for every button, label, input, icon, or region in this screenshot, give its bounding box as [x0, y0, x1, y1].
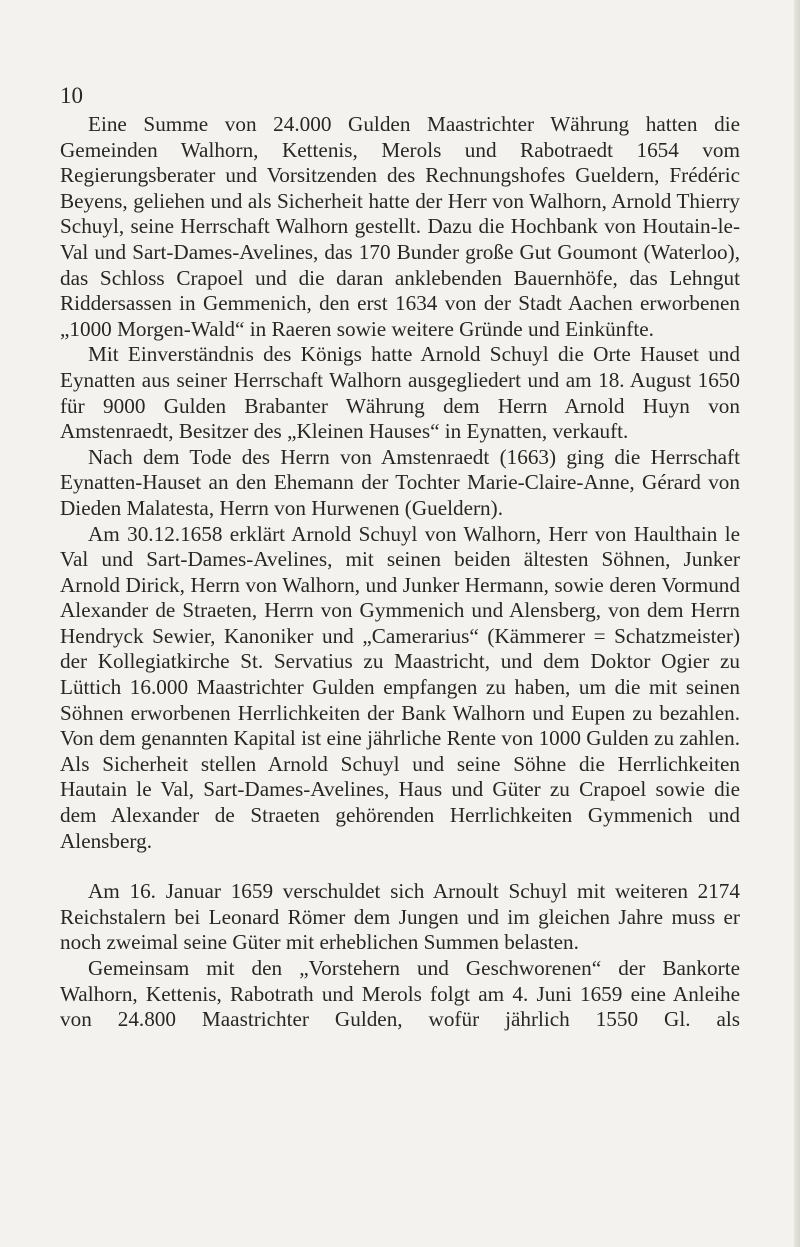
paragraph-hauset-eynatten-sale: Mit Einverständnis des Königs hatte Arnold Schuyl die Orte Hauset und Eynatten aus seiner Herrschaft Walhorn ausgegliedert und am 18. August 1650 für 9000 Gulden Brabanter Währung dem Herrn Arnold Huyn von Amstenraedt, Besitzer des „Kleinen Hauses“ in Eynatten, verkauft. — [60, 342, 740, 444]
paragraph-1659-debt: Am 16. Januar 1659 verschuldet sich Arnoult Schuyl mit weiteren 2174 Reichstalern bei Leonard Römer dem Jungen und im gleichen Jahre muss er noch zweimal seine Güter mit erheblichen Summen belasten. — [60, 879, 740, 955]
paragraph-1658-declaration: Am 30.12.1658 erklärt Arnold Schuyl von Walhorn, Herr von Haulthain le Val und Sart-Dames-Avelines, mit seinen beiden ältesten Söhnen, Junker Arnold Dirick, Herrn von Walhorn, und Junker Hermann, sowie deren Vormund Alexander de Straeten, Herrn von Gymmenich und Alensberg, von dem Herrn Hendryck Sewier, Kanoniker und „Camerarius“ (Kämmerer = Schatzmeister) der Kollegiatkirche St. Servatius zu Maastricht, und dem Doktor Ogier zu Lüttich 16.000 Maastrichter Gulden empfangen zu haben, um die mit seinen Söhnen erworbenen Herrlichkeiten der Bank Walhorn und Eupen zu bezahlen. Von dem genannten Kapital ist eine jährliche Rente von 1000 Gulden zu zahlen. Als Sicherheit stellen Arnold Schuyl und seine Söhne die Herrlichkeiten Hautain le Val, Sart-Dames-Avelines, Haus und Güter zu Crapoel sowie die dem Alexander de Straeten gehörenden Herrlichkeiten Gymmenich und Alensberg. — [60, 521, 740, 853]
page-edge-shadow — [794, 0, 800, 1247]
paragraph-1659-loan: Gemeinsam mit den „Vorstehern und Geschworenen“ der Bankorte Walhorn, Kettenis, Rabotrath und Merols folgt am 4. Juni 1659 eine Anleihe von 24.800 Maastrichter Gulden, wofür jährlich 1550 Gl. als — [60, 956, 740, 1032]
paragraph-loan-summary: Eine Summe von 24.000 Gulden Maastrichter Währung hatten die Gemeinden Walhorn, Kettenis, Merols und Rabotraedt 1654 vom Regierungsberater und Vorsitzenden des Rechnungshofes Gueldern, Frédéric Beyens, geliehen und als Sicherheit hatte der Herr von Walhorn, Arnold Thierry Schuyl, seine Herrschaft Walhorn gestellt. Dazu die Hochbank von Houtain-le-Val und Sart-Dames-Avelines, das 170 Bunder große Gut Goumont (Waterloo), das Schloss Crapoel und die daran anklebenden Bauernhöfe, das Lehngut Riddersassen in Gemmenich, den erst 1634 von der Stadt Aachen erworbenen „1000 Morgen-Wald“ in Raeren sowie weitere Gründe und Einkünfte. — [60, 112, 740, 341]
page-number: 10 — [60, 83, 83, 108]
paragraph-amstenraedt-succession: Nach dem Tode des Herrn von Amstenraedt (1663) ging die Herrschaft Eynatten-Hauset an den Ehemann der Tochter Marie-Claire-Anne, Gérard von Dieden Malatesta, Herrn von Hurwenen (Gueldern). — [60, 444, 740, 520]
body-text — [60, 112, 740, 1033]
